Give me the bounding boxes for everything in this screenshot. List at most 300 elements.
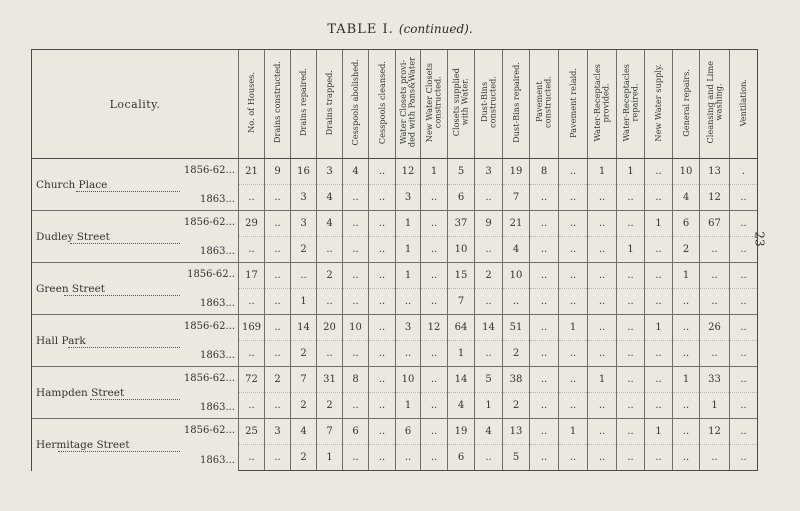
locality-cell: [32, 367, 239, 419]
column-header: [617, 50, 645, 159]
table-cell: ..: [588, 185, 617, 211]
table-cell: ..: [645, 341, 673, 367]
table-cell: ..: [559, 367, 588, 393]
column-header: [730, 50, 758, 159]
table-cell: ..: [588, 393, 617, 419]
table-cell: 4: [503, 237, 530, 263]
column-header: [673, 50, 700, 159]
table-cell: ..: [617, 393, 645, 419]
table-cell: 10: [396, 367, 421, 393]
table-cell: ..: [588, 419, 617, 445]
table-cell: 3: [317, 159, 343, 185]
table-cell: ..: [291, 263, 317, 289]
table-cell: 67: [700, 211, 730, 237]
column-header-label: Drains trapped.: [324, 69, 335, 136]
column-header-label: No. of Houses.: [246, 72, 257, 133]
table-cell: ..: [343, 289, 369, 315]
table-cell: ..: [369, 237, 396, 263]
table-cell: 2: [673, 237, 700, 263]
table-cell: ..: [559, 263, 588, 289]
table-row: [32, 367, 758, 393]
header-row: [32, 50, 758, 159]
column-header-label: Dust-Bins repaired.: [510, 62, 521, 143]
table-cell: 33: [700, 367, 730, 393]
table-cell: 2: [291, 341, 317, 367]
table-cell: 7: [448, 289, 475, 315]
table-cell: ..: [421, 211, 448, 237]
table-cell: 64: [448, 315, 475, 341]
table-cell: ..: [730, 237, 758, 263]
table-cell: ..: [645, 289, 673, 315]
table-cell: ..: [559, 159, 588, 185]
column-header-label: Closets supplied with Water.: [451, 68, 470, 137]
column-header: [239, 50, 265, 159]
table-title-sub: (continued).: [398, 22, 473, 36]
table-cell: 14: [475, 315, 503, 341]
table-cell: 16: [291, 159, 317, 185]
period-label: 1856-62...: [183, 425, 235, 436]
table-cell: ..: [588, 315, 617, 341]
period-label: 1863...: [200, 402, 235, 413]
table-cell: 10: [673, 159, 700, 185]
table-cell: ..: [369, 367, 396, 393]
table-cell: 1: [396, 211, 421, 237]
table-cell: ..: [700, 445, 730, 471]
column-header-label: General repairs.: [680, 68, 691, 137]
table-cell: ..: [645, 367, 673, 393]
locality-name: Dudley Street: [36, 230, 110, 243]
table-cell: ..: [617, 315, 645, 341]
table-cell: ..: [559, 185, 588, 211]
table-cell: ..: [369, 289, 396, 315]
table-cell: 6: [343, 419, 369, 445]
table-cell: 1: [673, 263, 700, 289]
table-cell: 12: [396, 159, 421, 185]
table-cell: 3: [396, 315, 421, 341]
table-cell: ..: [530, 211, 559, 237]
table-cell: 1: [645, 211, 673, 237]
table-cell: ..: [530, 289, 559, 315]
table-cell: 1: [317, 445, 343, 471]
table-cell: 4: [317, 211, 343, 237]
page-number: 23: [752, 231, 767, 247]
column-header: [317, 50, 343, 159]
table-cell: 6: [396, 419, 421, 445]
table-cell: ..: [369, 341, 396, 367]
table-cell: ..: [369, 263, 396, 289]
table-cell: ..: [730, 419, 758, 445]
column-header-label: Ventilation.: [738, 78, 749, 127]
table-cell: ..: [700, 341, 730, 367]
table-cell: ..: [265, 393, 291, 419]
table-cell: 72: [239, 367, 265, 393]
table-cell: ..: [265, 263, 291, 289]
table-title-main: TABLE I.: [327, 22, 394, 37]
table-cell: 12: [700, 185, 730, 211]
table-cell: ..: [617, 341, 645, 367]
table-cell: ..: [673, 315, 700, 341]
table-cell: ..: [588, 341, 617, 367]
table-cell: ..: [617, 445, 645, 471]
column-header: [265, 50, 291, 159]
column-header: [291, 50, 317, 159]
table-cell: ..: [645, 263, 673, 289]
table-cell: 25: [239, 419, 265, 445]
table-cell: ..: [475, 289, 503, 315]
period-label: 1856-62...: [183, 373, 235, 384]
table-cell: 1: [448, 341, 475, 367]
table-cell: 6: [673, 211, 700, 237]
table-cell: 29: [239, 211, 265, 237]
table-cell: ..: [239, 341, 265, 367]
table-cell: 1: [588, 159, 617, 185]
table-cell: 12: [421, 315, 448, 341]
column-header: [588, 50, 617, 159]
table-cell: ..: [588, 263, 617, 289]
table-cell: ..: [475, 185, 503, 211]
column-header-label: Drains repaired.: [298, 68, 309, 137]
table-cell: ..: [645, 445, 673, 471]
table-cell: ..: [265, 237, 291, 263]
table-cell: ..: [475, 445, 503, 471]
period-label: 1863...: [200, 298, 235, 309]
table-cell: 15: [448, 263, 475, 289]
table-cell: ..: [617, 263, 645, 289]
table-cell: .: [730, 159, 758, 185]
table-cell: 13: [503, 419, 530, 445]
table-cell: 51: [503, 315, 530, 341]
table-cell: ..: [530, 445, 559, 471]
table-cell: 2: [475, 263, 503, 289]
table-cell: ..: [730, 341, 758, 367]
table-cell: ..: [369, 185, 396, 211]
table-cell: ..: [730, 393, 758, 419]
table-cell: ..: [343, 237, 369, 263]
table-cell: ..: [239, 237, 265, 263]
table-cell: ..: [265, 185, 291, 211]
table-cell: 1: [559, 419, 588, 445]
table-cell: 9: [265, 159, 291, 185]
locality-cell: [32, 263, 239, 315]
table-row: [32, 159, 758, 185]
table-cell: ..: [265, 445, 291, 471]
column-header: [421, 50, 448, 159]
table-title: [0, 22, 800, 37]
period-label: 1863...: [200, 454, 235, 466]
table-cell: 4: [448, 393, 475, 419]
table-cell: ..: [343, 445, 369, 471]
table-cell: ..: [421, 263, 448, 289]
table-cell: 19: [503, 159, 530, 185]
column-header-locality: Locality.: [32, 50, 239, 159]
table-row: [32, 263, 758, 289]
table-cell: 6: [448, 445, 475, 471]
column-header: [343, 50, 369, 159]
table-cell: ..: [239, 445, 265, 471]
table-cell: ..: [369, 445, 396, 471]
locality-name: Green Street: [36, 282, 106, 295]
table-cell: ..: [530, 393, 559, 419]
table-cell: ..: [588, 289, 617, 315]
table-cell: ..: [343, 185, 369, 211]
table-cell: ..: [421, 419, 448, 445]
table-cell: 4: [291, 419, 317, 445]
column-header-label: New Water supply.: [653, 63, 664, 142]
table-cell: ..: [530, 237, 559, 263]
table-cell: ..: [617, 367, 645, 393]
table-cell: 3: [265, 419, 291, 445]
table-cell: 7: [291, 367, 317, 393]
data-table: [31, 49, 758, 471]
table-cell: 1: [475, 393, 503, 419]
table-cell: 1: [396, 263, 421, 289]
column-header: [559, 50, 588, 159]
locality-name: Hall Park: [36, 334, 86, 347]
table-cell: 1: [645, 315, 673, 341]
table-cell: 1: [396, 393, 421, 419]
locality-cell: [32, 419, 239, 471]
table-cell: ..: [617, 211, 645, 237]
table-cell: ..: [730, 211, 758, 237]
column-header-label: Cesspools abolished.: [350, 59, 361, 146]
column-header: [503, 50, 530, 159]
dotted-leader: [70, 243, 180, 244]
table-cell: 13: [700, 159, 730, 185]
column-header: [530, 50, 559, 159]
table-cell: ..: [673, 445, 700, 471]
table-cell: 4: [317, 185, 343, 211]
column-header: [645, 50, 673, 159]
table-cell: 7: [317, 419, 343, 445]
table-cell: ..: [421, 341, 448, 367]
table-cell: ..: [530, 341, 559, 367]
period-label: 1856-62...: [183, 165, 235, 176]
table-cell: ..: [265, 315, 291, 341]
table-cell: ..: [617, 185, 645, 211]
table-cell: 3: [475, 159, 503, 185]
table-cell: ..: [559, 211, 588, 237]
table-cell: ..: [421, 237, 448, 263]
table-cell: ..: [645, 237, 673, 263]
table-cell: ..: [421, 445, 448, 471]
table-cell: 2: [317, 263, 343, 289]
table-cell: ..: [369, 419, 396, 445]
dotted-leader: [90, 399, 180, 400]
column-header-label: Water Closets provi- ded with Pans&Water: [398, 57, 417, 148]
table-cell: 10: [503, 263, 530, 289]
column-header: [475, 50, 503, 159]
table-cell: 1: [700, 393, 730, 419]
table-cell: ..: [343, 393, 369, 419]
table-cell: ..: [503, 289, 530, 315]
column-header-label: Dust-Bins constructed.: [478, 76, 498, 129]
table-cell: ..: [475, 237, 503, 263]
table-cell: ..: [617, 419, 645, 445]
table-cell: 169: [239, 315, 265, 341]
table-cell: ..: [239, 185, 265, 211]
table-cell: 1: [645, 419, 673, 445]
column-header: [700, 50, 730, 159]
table-cell: ..: [673, 289, 700, 315]
table-cell: 14: [448, 367, 475, 393]
table-cell: ..: [475, 341, 503, 367]
table-cell: 38: [503, 367, 530, 393]
table-cell: ..: [617, 289, 645, 315]
table-cell: 3: [291, 185, 317, 211]
dotted-leader: [68, 347, 180, 348]
table-cell: ..: [265, 211, 291, 237]
table-cell: 1: [396, 237, 421, 263]
table-cell: 2: [503, 393, 530, 419]
table-cell: 8: [343, 367, 369, 393]
table-cell: 2: [265, 367, 291, 393]
table-cell: ..: [559, 237, 588, 263]
table-cell: ..: [730, 185, 758, 211]
table-cell: ..: [343, 263, 369, 289]
table-cell: ..: [700, 263, 730, 289]
table-cell: 1: [617, 237, 645, 263]
table-cell: ..: [369, 159, 396, 185]
table-cell: ..: [421, 289, 448, 315]
table-cell: ..: [673, 393, 700, 419]
table-cell: ..: [239, 393, 265, 419]
column-header-label: Drains constructed.: [272, 61, 283, 144]
table-cell: 10: [343, 315, 369, 341]
table-cell: ..: [530, 367, 559, 393]
column-header-label: Cleansing and Lime washing.: [704, 61, 724, 144]
column-header-label: New Water Closets constructed.: [424, 62, 443, 143]
table-cell: 2: [291, 445, 317, 471]
locality-name: Hampden Street: [36, 386, 125, 399]
table-row: [32, 315, 758, 341]
column-header-label: Pavement constructed.: [534, 76, 553, 129]
table-cell: ..: [730, 445, 758, 471]
table-cell: 12: [700, 419, 730, 445]
table-cell: 2: [317, 393, 343, 419]
table-cell: 7: [503, 185, 530, 211]
table-cell: ..: [700, 289, 730, 315]
column-header: [369, 50, 396, 159]
table-cell: ..: [317, 341, 343, 367]
period-label: 1856-62...: [183, 217, 235, 228]
table-cell: 31: [317, 367, 343, 393]
table-cell: 4: [343, 159, 369, 185]
table-cell: ..: [559, 445, 588, 471]
table-cell: ..: [559, 393, 588, 419]
table-cell: 21: [239, 159, 265, 185]
table-cell: 3: [396, 185, 421, 211]
column-header-label: Water-Receptacles provided.: [592, 63, 611, 142]
table-cell: ..: [396, 289, 421, 315]
table-cell: ..: [645, 185, 673, 211]
table-cell: ..: [343, 211, 369, 237]
table-cell: ..: [317, 237, 343, 263]
table-cell: ..: [673, 341, 700, 367]
dotted-leader: [76, 191, 180, 192]
table-cell: 37: [448, 211, 475, 237]
locality-name: Church Place: [36, 178, 108, 191]
table-cell: ..: [645, 159, 673, 185]
period-label: 1856-62..: [187, 269, 235, 280]
table-cell: 8: [530, 159, 559, 185]
table-cell: 2: [503, 341, 530, 367]
table-cell: 20: [317, 315, 343, 341]
period-label: 1863...: [200, 350, 235, 361]
table-cell: ..: [730, 289, 758, 315]
table-cell: 5: [503, 445, 530, 471]
table-cell: ..: [730, 263, 758, 289]
table-cell: 1: [291, 289, 317, 315]
table-cell: ..: [645, 393, 673, 419]
table-cell: 19: [448, 419, 475, 445]
table-row: [32, 419, 758, 445]
table-cell: 1: [421, 159, 448, 185]
table-cell: 5: [475, 367, 503, 393]
table-cell: ..: [559, 341, 588, 367]
dotted-leader: [58, 451, 180, 452]
period-label: 1856-62...: [183, 321, 235, 332]
table-cell: ..: [396, 445, 421, 471]
locality-cell: [32, 315, 239, 367]
table-cell: ..: [530, 263, 559, 289]
table-cell: ..: [317, 289, 343, 315]
column-header: [396, 50, 421, 159]
table-cell: 1: [588, 367, 617, 393]
table-cell: 4: [475, 419, 503, 445]
table-cell: ..: [730, 367, 758, 393]
table-cell: 14: [291, 315, 317, 341]
table-cell: ..: [559, 289, 588, 315]
period-label: 1863...: [200, 194, 235, 205]
column-header-label: Water-Receptacles repaired.: [620, 63, 640, 142]
table-cell: ..: [588, 211, 617, 237]
table-cell: ..: [530, 419, 559, 445]
table-cell: 9: [475, 211, 503, 237]
table-cell: ..: [588, 237, 617, 263]
table-cell: 1: [673, 367, 700, 393]
dotted-leader: [64, 295, 180, 296]
table-cell: ..: [369, 211, 396, 237]
table-cell: 2: [291, 237, 317, 263]
table-row: [32, 211, 758, 237]
table-cell: 5: [448, 159, 475, 185]
table-cell: ..: [700, 237, 730, 263]
table-cell: 26: [700, 315, 730, 341]
table-cell: 4: [673, 185, 700, 211]
table-cell: ..: [588, 445, 617, 471]
table-cell: ..: [421, 393, 448, 419]
table-cell: ..: [265, 289, 291, 315]
column-header-label: Cesspools cleansed.: [376, 60, 387, 145]
table-cell: ..: [530, 185, 559, 211]
table-cell: ..: [396, 341, 421, 367]
table-cell: 21: [503, 211, 530, 237]
period-label: 1863...: [200, 246, 235, 257]
locality-cell: [32, 211, 239, 263]
table-cell: 17: [239, 263, 265, 289]
table-cell: ..: [530, 315, 559, 341]
table-cell: 1: [617, 159, 645, 185]
locality-name: Hermitage Street: [36, 438, 130, 451]
locality-cell: [32, 159, 239, 211]
table-cell: 1: [559, 315, 588, 341]
table-cell: ..: [673, 419, 700, 445]
table-cell: 2: [291, 393, 317, 419]
table-cell: ..: [239, 289, 265, 315]
table-cell: 10: [448, 237, 475, 263]
column-header-label: Pavement relaid.: [567, 67, 578, 138]
table-cell: ..: [421, 185, 448, 211]
